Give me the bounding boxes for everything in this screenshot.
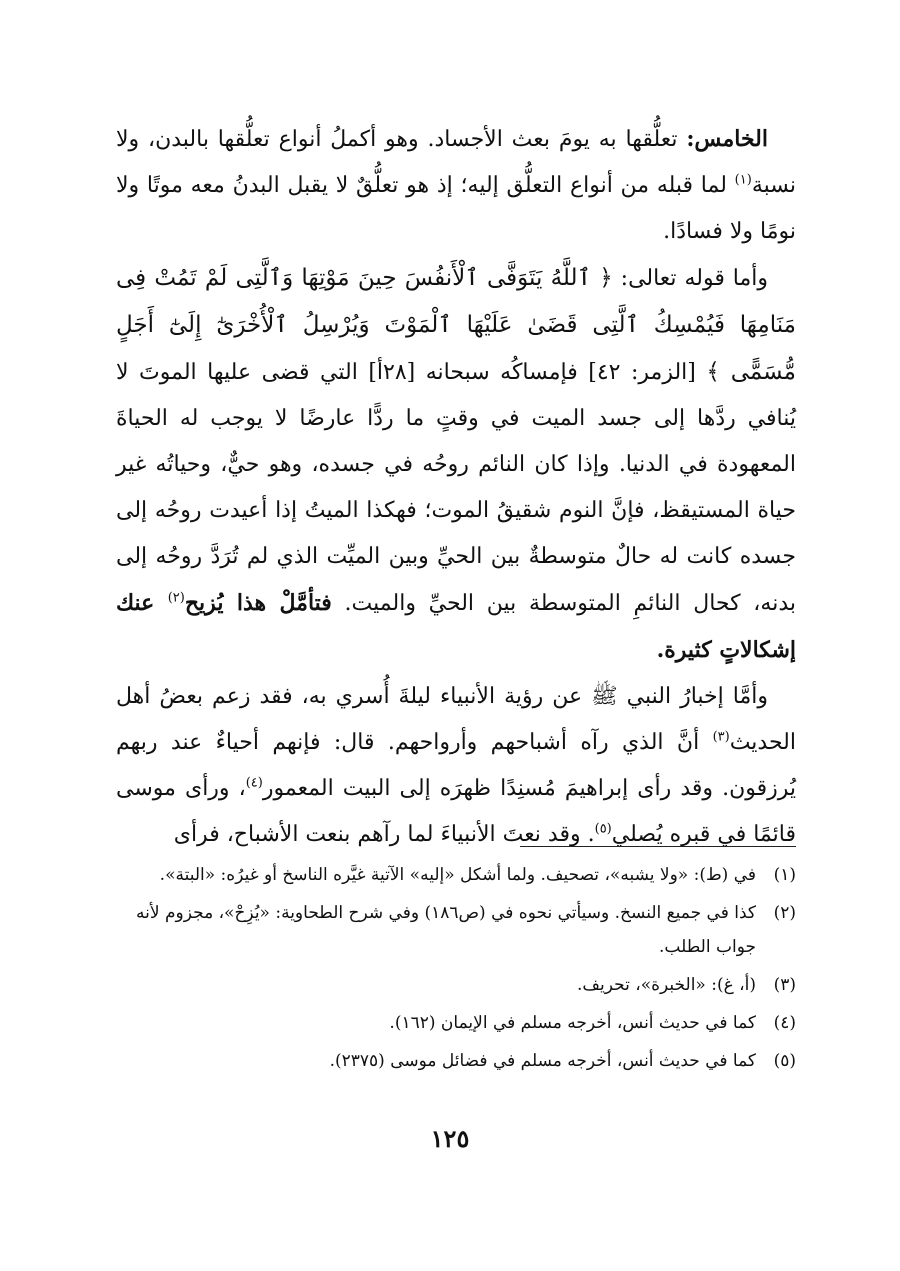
footnote-number: (٢) xyxy=(773,903,796,923)
footnote-ref-3: (٣) xyxy=(712,729,730,745)
footnote-item xyxy=(116,858,796,892)
bold-remark: فتأمَّلْ هذا يُزيح xyxy=(184,590,332,616)
paragraph-text: لما قبله من أنواع التعلُّق إليه؛ إذ هو تعلُّقٌ لا يقبل البدنُ معه موتًا ولا نومًا ولا فسادًا. xyxy=(116,173,796,244)
main-text xyxy=(116,116,796,858)
paragraph-text: ، ورأى موسى قائمًا في قبره يُصلي xyxy=(116,776,796,847)
paragraph-text: فإمساكُه سبحانه [٢٨أ] التي قضى عليها الموتَ لا يُنافي ردَّها إلى جسد الميت في وقتٍ ما ردًّا عارضًا لا يوجب له الحياةَ المعهودة في الدنيا. وإذا كان النائم روحُه في جسده، وهو حيٌّ، وحياتُه غير حياة المستيقظ، فإنَّ النوم شقيقُ الموت؛ فهكذا الميتُ إذا أعيدت روحُه إلى جسده كانت له حالٌ متوسطةٌ بين الحيِّ وبين الميِّت الذي لم تُرَدَّ روحُه إلى بدنه، كحال النائمِ المتوسطة بين الحيِّ والميت. xyxy=(116,360,796,616)
bold-remark: عنك إشكالاتٍ كثيرة. xyxy=(116,590,796,663)
footnote-number: (١) xyxy=(773,865,796,885)
footnote-item xyxy=(116,1006,796,1040)
verse-intro: وأما قوله تعالى: xyxy=(612,266,768,291)
footnote-ref-2: (٢) xyxy=(167,590,185,606)
verse-reference: [الزمر: ٤٢] xyxy=(577,360,707,385)
footnote-number: (٣) xyxy=(773,975,796,995)
footnote-item xyxy=(116,896,796,964)
section-lead-word: الخامس: xyxy=(686,126,768,152)
footnotes-section xyxy=(116,858,796,1082)
paragraph-text: . وقد نعتَ الأنبياءَ لما رآهم بنعت الأشباح، فرأى xyxy=(173,822,595,847)
paragraph-text: أنَّ الذي رآه أشباحهم وأرواحهم. قال: فإنهم أحياءٌ عند ربهم يُرزقون. وقد رأى إبراهيمَ مُسنِدًا ظهرَه إلى البيت المعمور xyxy=(116,730,796,801)
paragraph-prophets xyxy=(116,674,796,858)
quran-verse: ﴿ ٱللَّهُ يَتَوَفَّى ٱلْأَنفُسَ حِينَ مَوْتِهَا وَٱلَّتِى لَمْ تَمُتْ فِى مَنَامِهَا فَيُمْسِكُ ٱلَّتِى قَضَىٰ عَلَيْهَا ٱلْمَوْتَ وَيُرْسِلُ ٱلْأُخْرَىٰٓ إِلَىٰٓ أَجَلٍ مُّسَمًّى ﴾ xyxy=(116,265,796,385)
footnote-text: في (ط): «ولا يشبه»، تصحيف. ولما أشكل «إليه» الآتية غيَّره الناسخ أو غيرُه: «البتة». xyxy=(159,865,756,885)
footnote-number: (٤) xyxy=(773,1013,796,1033)
footnote-item xyxy=(116,968,796,1002)
footnote-ref-1: (١) xyxy=(734,172,752,188)
footnote-text: كما في حديث أنس، أخرجه مسلم في الإيمان (١٦٢). xyxy=(389,1013,756,1033)
paragraph-quran-verse xyxy=(116,255,796,674)
footnote-text: كذا في جميع النسخ. وسيأتي نحوه في (ص١٨٦) وفي شرح الطحاوية: «يُزِحْ»، مجزوم لأنه جواب الطلب. xyxy=(136,903,756,957)
footnote-item xyxy=(116,1044,796,1078)
paragraph-text: تعلُّقها به يومَ بعث الأجساد. وهو أكملُ أنواع تعلُّقها بالبدن، ولا نسبة xyxy=(116,127,796,198)
footnote-text: كما في حديث أنس، أخرجه مسلم في فضائل موسى (٢٣٧٥). xyxy=(329,1051,756,1071)
footnote-ref-5: (٥) xyxy=(594,821,612,837)
footnote-text: (أ، غ): «الخبرة»، تحريف. xyxy=(577,975,756,995)
footnote-number: (٥) xyxy=(773,1051,796,1071)
footnote-divider xyxy=(520,846,796,847)
paragraph-fifth-attachment xyxy=(116,116,796,255)
footnote-ref-4: (٤) xyxy=(245,775,263,791)
paragraph-text: وأمَّا إخبارُ النبي ﷺ عن رؤية الأنبياء ليلةَ أُسري به، فقد زعم بعضُ أهل الحديث xyxy=(116,684,796,755)
page-number: ١٢٥ xyxy=(430,1124,470,1153)
